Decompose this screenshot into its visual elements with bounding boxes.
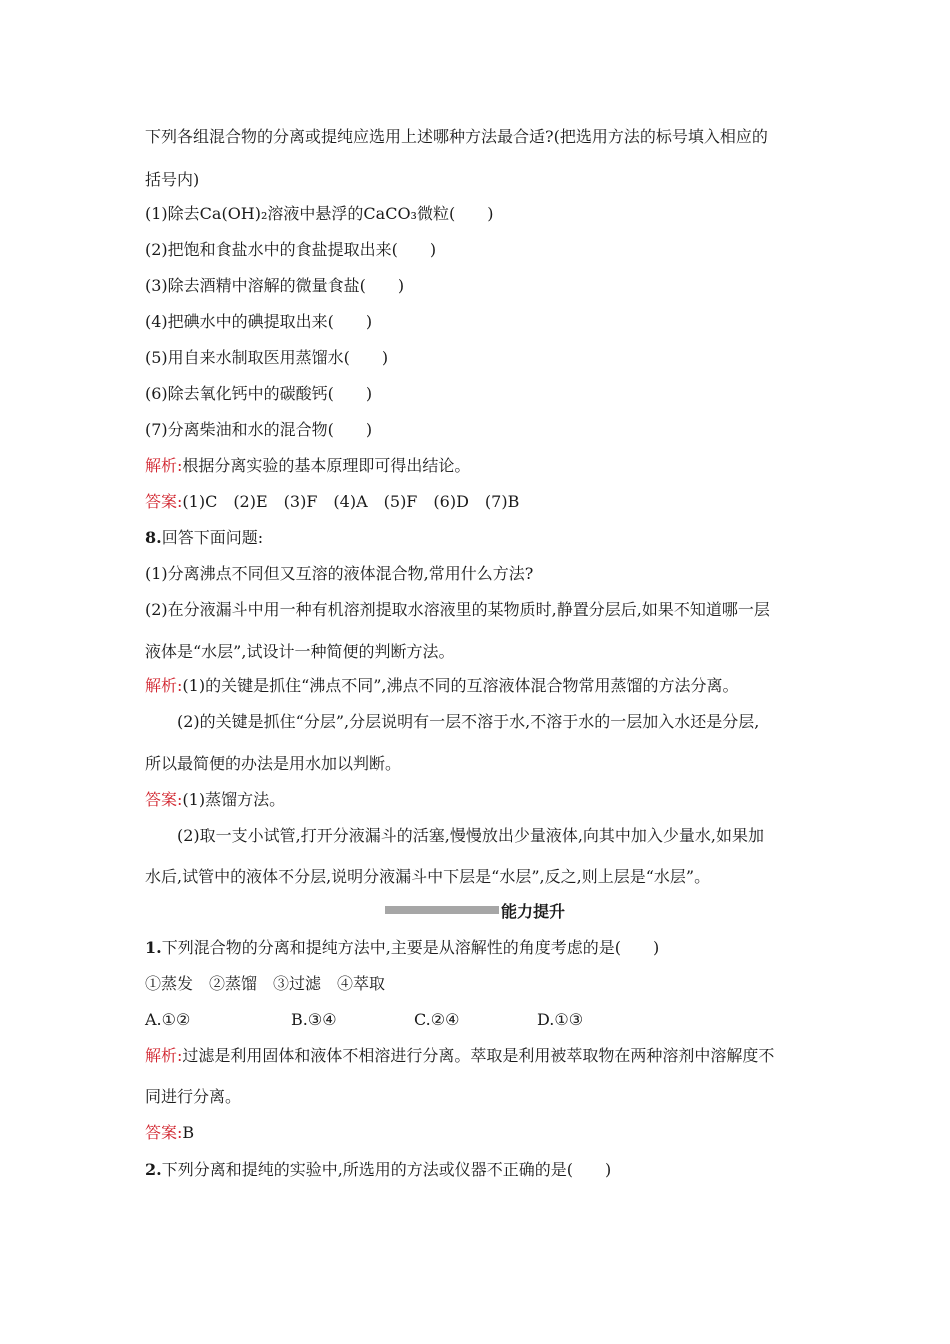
p1-option-c: C.②④ (414, 1010, 460, 1029)
p1-answer (145, 1123, 194, 1143)
answer-label: 答案: (145, 492, 183, 511)
p1-number: 1. (145, 938, 162, 957)
analysis-text: 根据分离实验的基本原理即可得出结论。 (182, 456, 471, 475)
p1-analysis-line2: 同进行分离。 (145, 1087, 242, 1106)
section-title: 能力提升 (501, 901, 566, 921)
analysis-label: 解析: (145, 676, 183, 695)
q7-answer (145, 492, 519, 512)
q8-sub2-line2: 液体是“水层”,试设计一种简便的判断方法。 (145, 642, 455, 661)
answer-label: 答案: (145, 790, 183, 809)
p1-option-a: A.①② (145, 1010, 191, 1029)
analysis-label: 解析: (145, 456, 183, 475)
answer-text: B (182, 1123, 195, 1142)
q8-answer-line3: 水后,试管中的液体不分层,说明分液漏斗中下层是“水层”,反之,则上层是“水层”。 (145, 867, 711, 886)
p2-number: 2. (145, 1160, 162, 1179)
analysis-text: (1)的关键是抓住“沸点不同”,沸点不同的互溶液体混合物常用蒸馏的方法分离。 (182, 676, 739, 695)
q8-sub2-line1: (2)在分液漏斗中用一种有机溶剂提取水溶液里的某物质时,静置分层后,如果不知道哪一层 (145, 600, 770, 619)
section-bar (385, 906, 499, 914)
p1-option-d: D.①③ (537, 1010, 584, 1029)
q7-item-4: (4)把碘水中的碘提取出来( ) (145, 312, 373, 331)
section-header (385, 899, 565, 921)
q8-analysis-line3: 所以最简便的办法是用水加以判断。 (145, 754, 402, 773)
analysis-text: 过滤是利用固体和液体不相溶进行分离。萃取是利用被萃取物在两种溶剂中溶解度不 (182, 1046, 775, 1065)
q7-analysis (145, 456, 470, 476)
q7-item-6: (6)除去氧化钙中的碳酸钙( ) (145, 384, 373, 403)
q8-sub1: (1)分离沸点不同但又互溶的液体混合物,常用什么方法? (145, 564, 534, 583)
q7-intro-line2: 括号内) (145, 170, 200, 189)
answer-text: (1)蒸馏方法。 (182, 790, 286, 809)
q8-analysis-line2: (2)的关键是抓住“分层”,分层说明有一层不溶于水,不溶于水的一层加入水还是分层, (177, 712, 760, 731)
p1-analysis-line1 (145, 1046, 774, 1066)
q8-title-text: 回答下面问题: (161, 528, 264, 547)
p2-stem-text: 下列分离和提纯的实验中,所选用的方法或仪器不正确的是( ) (161, 1160, 612, 1179)
p1-stem-text: 下列混合物的分离和提纯方法中,主要是从溶解性的角度考虑的是( ) (161, 938, 660, 957)
q7-item-7: (7)分离柴油和水的混合物( ) (145, 420, 373, 439)
q8-number: 8. (145, 528, 162, 547)
analysis-label: 解析: (145, 1046, 183, 1065)
p2-stem (145, 1160, 611, 1180)
q7-item-2: (2)把饱和食盐水中的食盐提取出来( ) (145, 240, 437, 259)
answer-text: (1)C (2)E (3)F (4)A (5)F (6)D (7)B (182, 492, 520, 511)
q8-answer-line2: (2)取一支小试管,打开分液漏斗的活塞,慢慢放出少量液体,向其中加入少量水,如果加 (177, 826, 765, 845)
q8-title (145, 528, 263, 548)
q7-intro-line1: 下列各组混合物的分离或提纯应选用上述哪种方法最合适?(把选用方法的标号填入相应的 (145, 127, 768, 146)
p1-stem (145, 938, 659, 958)
q8-analysis-line1 (145, 676, 739, 696)
q7-item-5: (5)用自来水制取医用蒸馏水( ) (145, 348, 389, 367)
q7-item-3: (3)除去酒精中溶解的微量食盐( ) (145, 276, 405, 295)
answer-label: 答案: (145, 1123, 183, 1142)
q8-answer-line1 (145, 790, 285, 810)
p1-option-b: B.③④ (291, 1010, 337, 1029)
q7-item-1: (1)除去Ca(OH)₂溶液中悬浮的CaCO₃微粒( ) (145, 204, 494, 223)
p1-methods: ①蒸发 ②蒸馏 ③过滤 ④萃取 (145, 974, 386, 993)
